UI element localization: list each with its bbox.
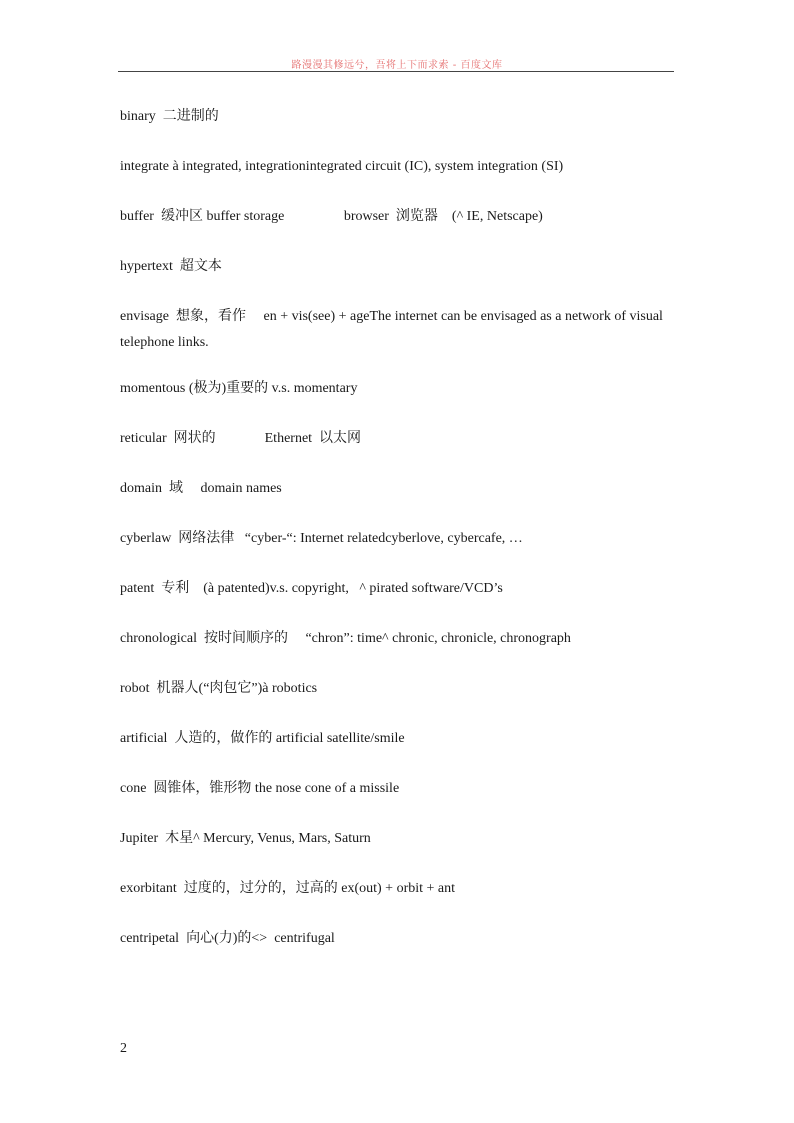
vocabulary-entry: reticular 网状的 Ethernet 以太网 <box>120 431 362 446</box>
vocabulary-entry: binary 二进制的 <box>120 109 219 124</box>
header-divider <box>118 71 674 72</box>
vocabulary-entry: envisage 想象，看作 en + vis(see) + ageThe internet can be envisaged as a network of visual telephone links. <box>120 309 667 350</box>
vocabulary-entry: chronological 按时间顺序的 “chron”: time^ chronic, chronicle, chronograph <box>120 631 571 646</box>
vocabulary-entry: cyberlaw 网络法律 “cyber-“: Internet relatedcyberlove, cybercafe, … <box>120 531 523 546</box>
vocabulary-entry: domain 域 domain names <box>120 481 282 496</box>
vocabulary-entry: integrate à integrated, integrationintegrated circuit (IC), system integration (SI) <box>120 159 564 174</box>
vocabulary-entry: cone 圆锥体，锥形物 the nose cone of a missile <box>120 781 400 796</box>
vocabulary-entry: patent 专利 (à patented)v.s. copyright, ^ pirated software/VCD’s <box>120 581 503 596</box>
vocabulary-entry: buffer 缓冲区 buffer storage browser 浏览器 (^ IE, Netscape) <box>120 209 543 224</box>
vocabulary-entry: artificial 人造的，做作的 artificial satellite/smile <box>120 731 405 746</box>
vocabulary-list <box>120 104 680 976</box>
page-header: 路漫漫其修远兮，吾将上下而求索 - 百度文库 <box>291 60 503 71</box>
vocabulary-entry: exorbitant 过度的，过分的，过高的 ex(out) + orbit + ant <box>120 881 456 896</box>
vocabulary-entry: momentous (极为)重要的 v.s. momentary <box>120 381 358 396</box>
vocabulary-entry: robot 机器人(“肉包它”)à robotics <box>120 681 318 696</box>
vocabulary-entry: Jupiter 木星^ Mercury, Venus, Mars, Saturn <box>120 831 371 846</box>
vocabulary-entry: hypertext 超文本 <box>120 259 222 274</box>
vocabulary-entry: centripetal 向心(力)的<> centrifugal <box>120 931 335 946</box>
page-number: 2 <box>120 1041 127 1056</box>
